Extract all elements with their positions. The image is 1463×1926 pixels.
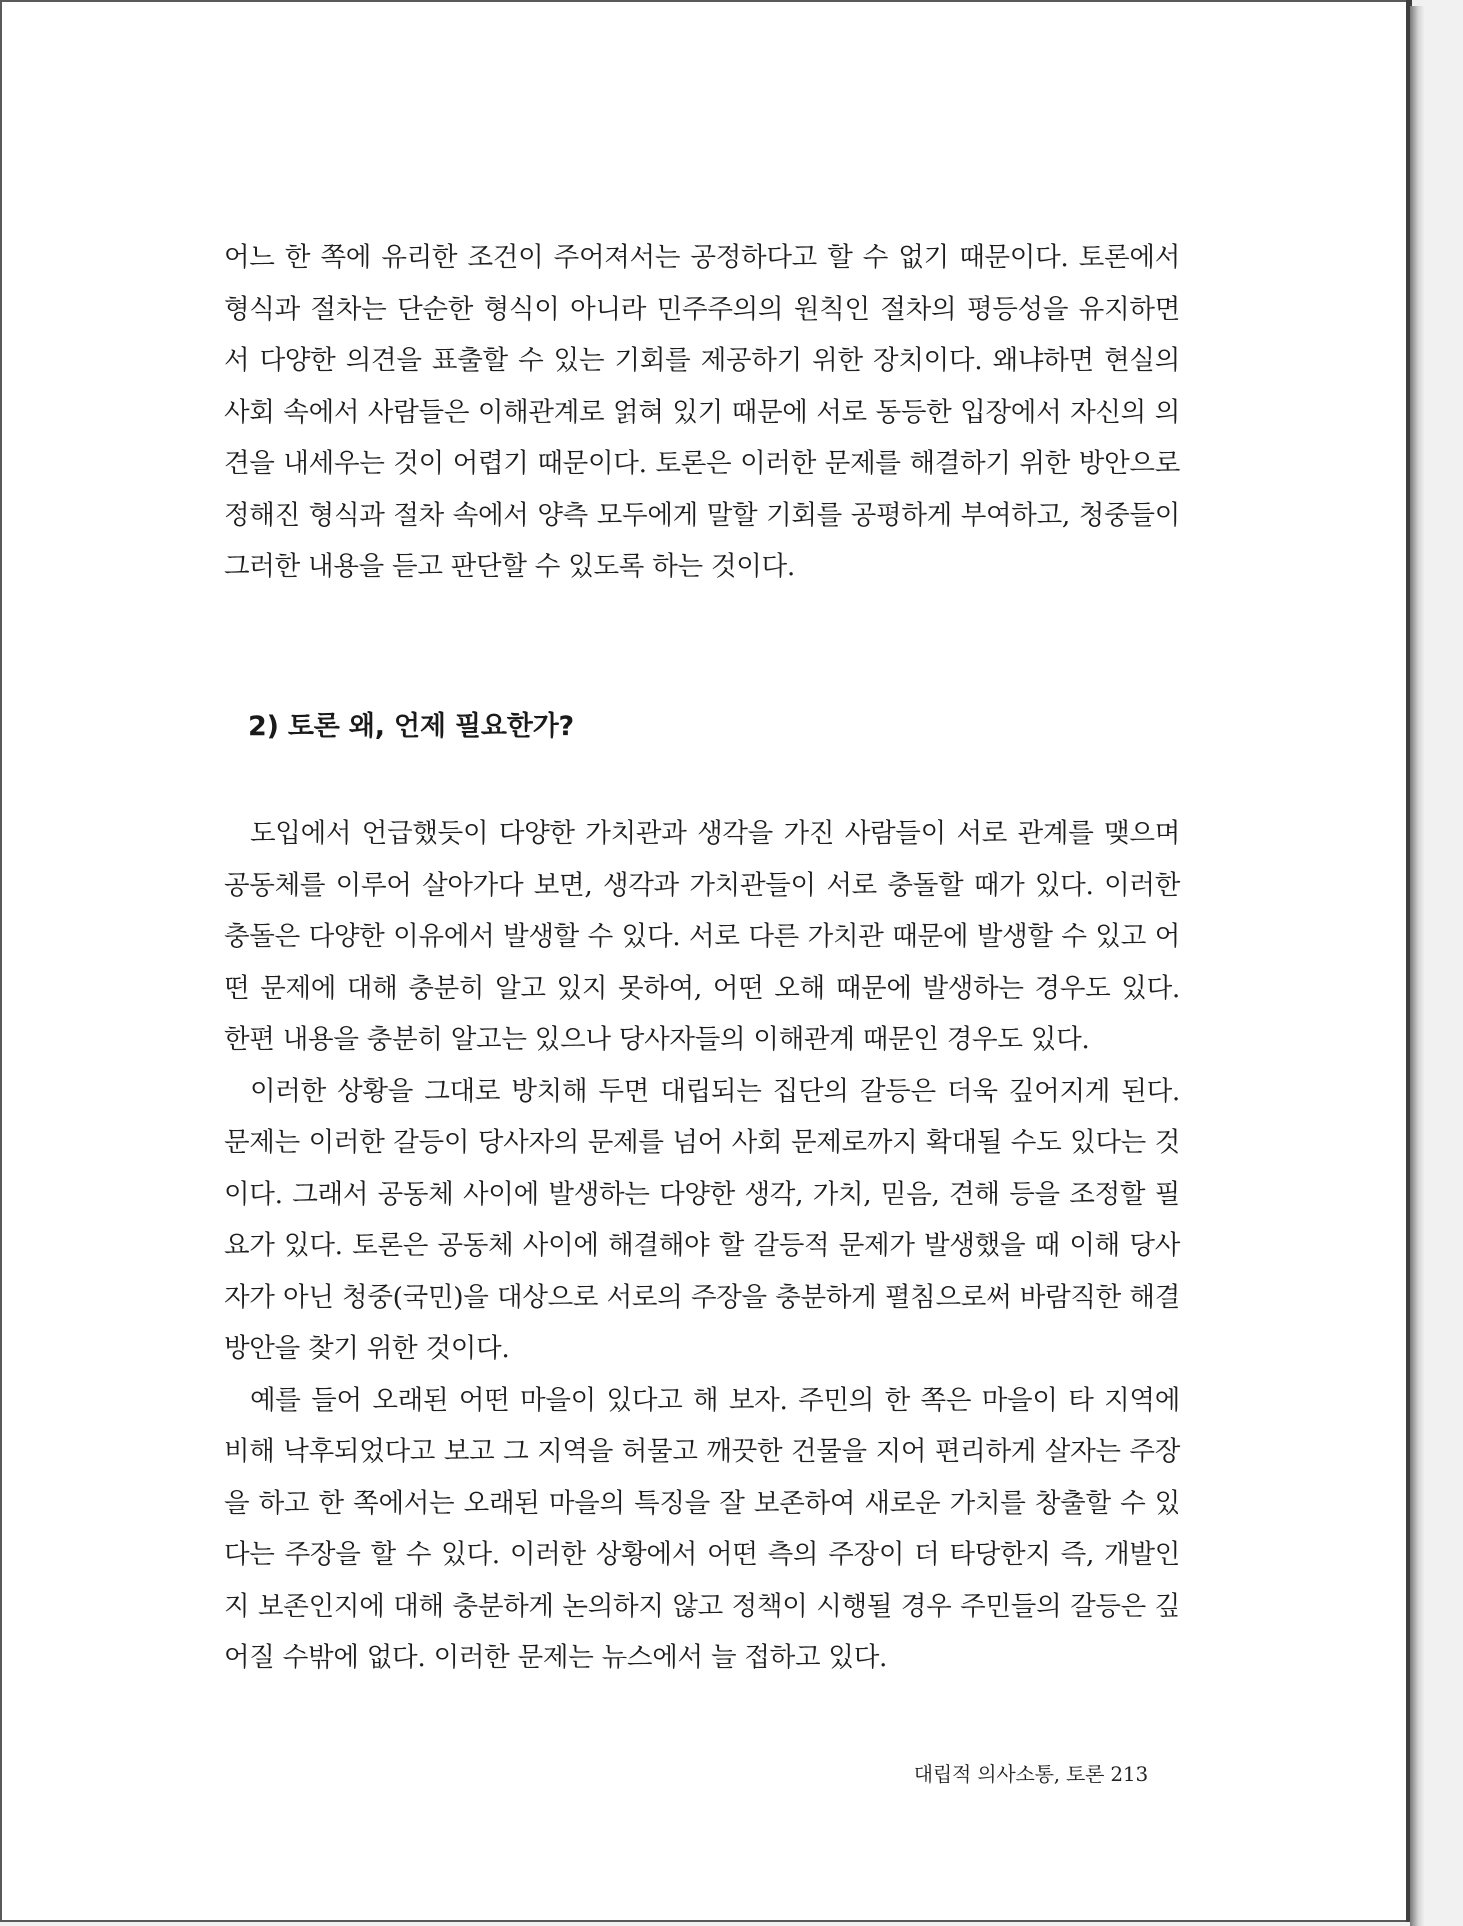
- section-heading: 2) 토론 왜, 언제 필요한가?: [248, 711, 574, 742]
- body-paragraph-1: 도입에서 언급했듯이 다양한 가치관과 생각을 가진 사람들이 서로 관계를 맺으며 공동체를 이루어 살아가다 보면, 생각과 가치관들이 서로 충돌할 때가 있다. 이러한 충돌은 다양한 이유에서 발생할 수 있다. 서로 다른 가치관 때문에 발생할 수 있고 어떤 문제에 대해 충분히 알고 있지 못하여, 어떤 오해 때문에 발생하는 경우도 있다. 한편 내용을 충분히 알고는 있으나 당사자들의 이해관계 때문인 경우도 있다.: [224, 818, 1180, 1055]
- top-paragraph: 어느 한 쪽에 유리한 조건이 주어져서는 공정하다고 할 수 없기 때문이다. 토론에서 형식과 절차는 단순한 형식이 아니라 민주주의의 원칙인 절차의 평등성을 유지하면서 다양한 의견을 표출할 수 있는 기회를 제공하기 위한 장치이다. 왜냐하면 현실의 사회 속에서 사람들은 이해관계로 얽혀 있기 때문에 서로 동등한 입장에서 자신의 의견을 내세우는 것이 어렵기 때문이다. 토론은 이러한 문제를 해결하기 위한 방안으로 정해진 형식과 절차 속에서 양측 모두에게 말할 기회를 공평하게 부여하고, 청중들이 그러한 내용을 듣고 판단할 수 있도록 하는 것이다.: [224, 242, 1180, 582]
- page-shadow: [1410, 6, 1424, 1926]
- body-paragraph-3: 예를 들어 오래된 어떤 마을이 있다고 해 보자. 주민의 한 쪽은 마을이 타 지역에 비해 낙후되었다고 보고 그 지역을 허물고 깨끗한 건물을 지어 편리하게 살자는 주장을 하고 한 쪽에서는 오래된 마을의 특징을 잘 보존하여 새로운 가치를 창출할 수 있다는 주장을 할 수 있다. 이러한 상황에서 어떤 측의 주장이 더 타당한지 즉, 개발인지 보존인지에 대해 충분하게 논의하지 않고 정책이 시행될 경우 주민들의 갈등은 깊어질 수밖에 없다. 이러한 문제는 뉴스에서 늘 접하고 있다.: [224, 1384, 1180, 1673]
- section-body: [224, 808, 1180, 1684]
- body-paragraph-2: 이러한 상황을 그대로 방치해 두면 대립되는 집단의 갈등은 더욱 깊어지게 된다. 문제는 이러한 갈등이 당사자의 문제를 넘어 사회 문제로까지 확대될 수도 있다는 것이다. 그래서 공동체 사이에 발생하는 다양한 생각, 가치, 믿음, 견해 등을 조정할 필요가 있다. 토론은 공동체 사이에 해결해야 할 갈등적 문제가 발생했을 때 이해 당사자가 아닌 청중(국민)을 대상으로 서로의 주장을 충분하게 펼침으로써 바람직한 해결 방안을 찾기 위한 것이다.: [224, 1075, 1180, 1364]
- page-footer: 대립적 의사소통, 토론 213: [913, 1762, 1148, 1786]
